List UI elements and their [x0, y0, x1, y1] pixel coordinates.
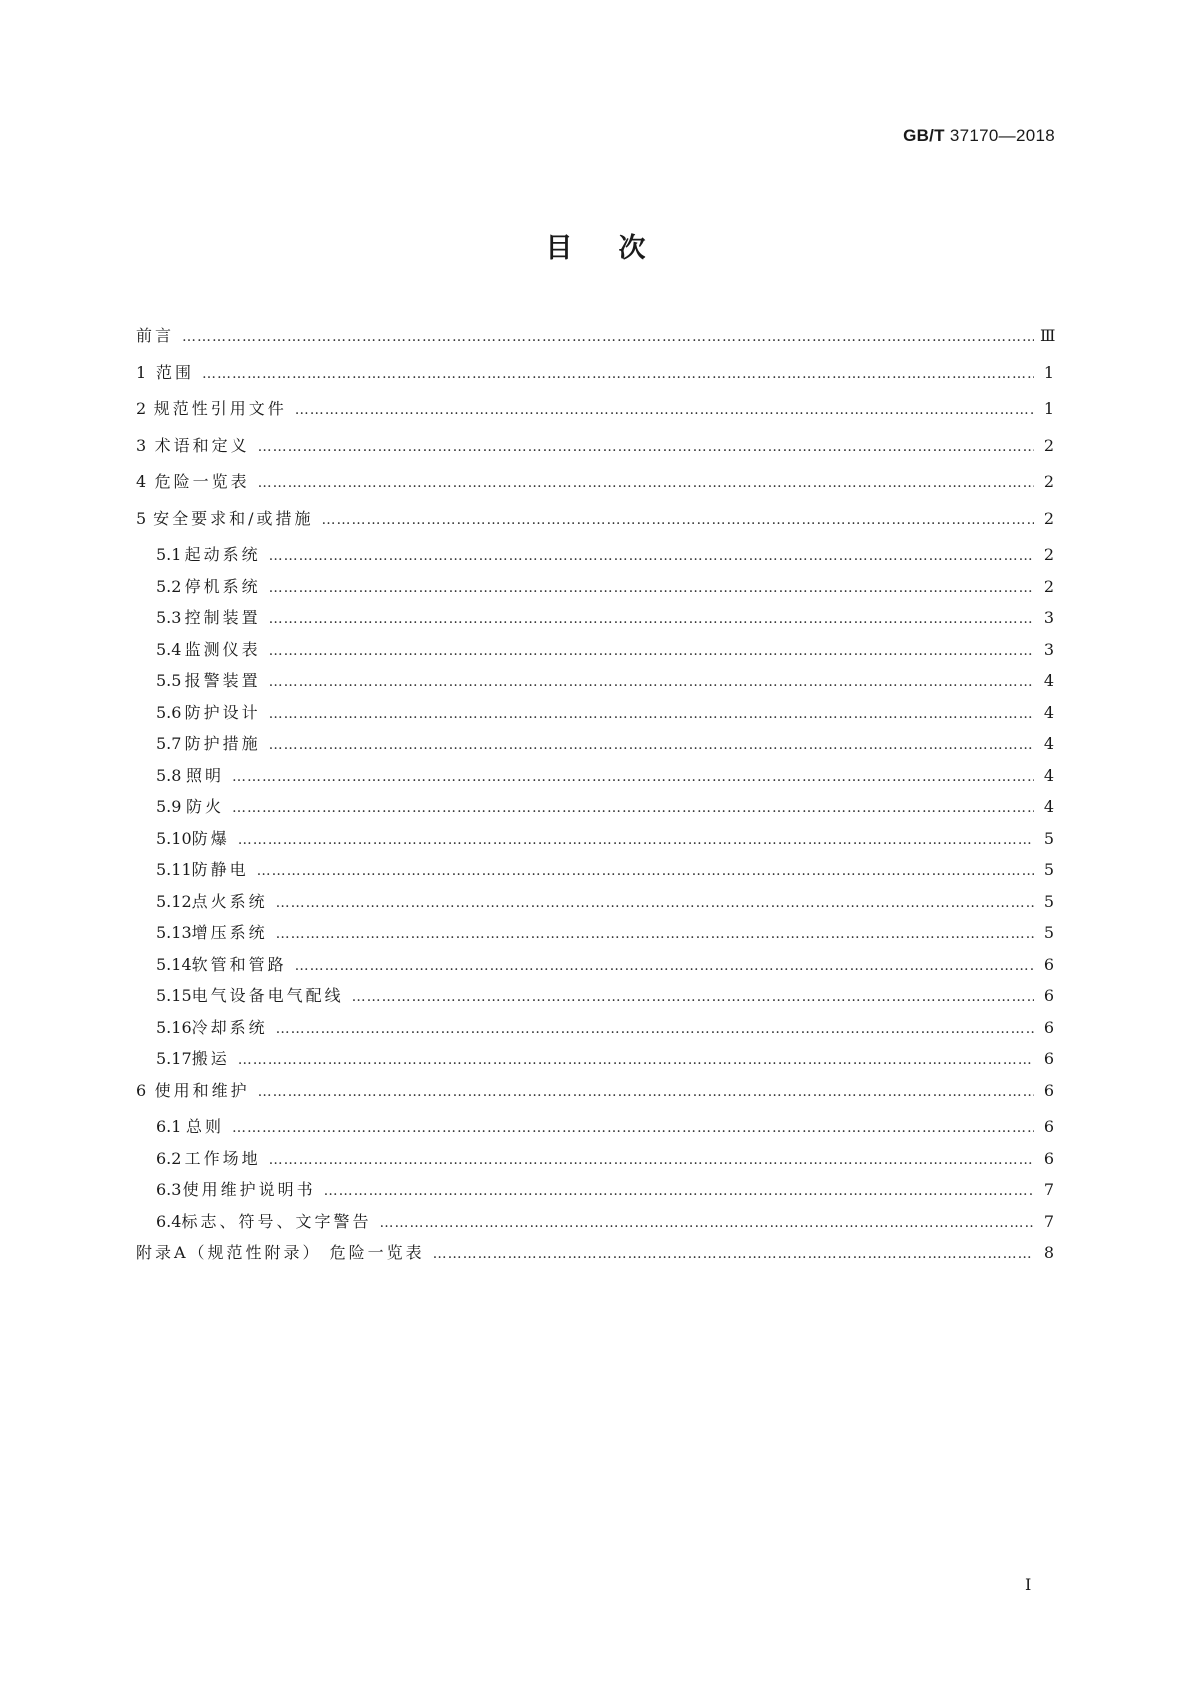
toc-entry-page: 2 — [1043, 545, 1054, 564]
toc-entry-number: 3 — [136, 435, 147, 455]
dot-leader — [324, 1181, 1034, 1201]
toc-entry-5-6[interactable] — [136, 703, 1054, 735]
toc-entry-label: 标志、符号、文字警告 — [181, 1211, 372, 1231]
toc-entry-page: 4 — [1043, 734, 1054, 753]
toc-entry-page: 5 — [1043, 923, 1054, 942]
standard-id: 37170—2018 — [949, 126, 1055, 145]
toc-entry-label: 防护措施 — [184, 734, 261, 753]
toc-entry-label: 控制装置 — [184, 608, 261, 627]
dot-leader — [258, 1082, 1034, 1102]
toc-entry-annex-a[interactable] — [136, 1243, 1054, 1280]
toc-entry-number: 6.1 — [156, 1117, 182, 1136]
toc-entry-page: 6 — [1043, 1017, 1054, 1037]
toc-entry-number: 1 — [136, 362, 147, 382]
dot-leader — [269, 1150, 1034, 1170]
toc-entry-5-8[interactable] — [136, 766, 1054, 798]
dot-leader — [232, 798, 1034, 818]
toc-entry-label: 冷却系统 — [191, 1017, 268, 1037]
toc-entry-safety-requirements[interactable] — [136, 509, 1054, 546]
toc-entry-number: 6.3 — [156, 1180, 182, 1199]
dot-leader — [379, 1213, 1034, 1233]
toc-entry-label: 停机系统 — [184, 576, 261, 596]
toc-entry-use-maintenance[interactable] — [136, 1081, 1054, 1118]
toc-entry-page: 6 — [1043, 1148, 1054, 1168]
toc-entry-number: 6.2 — [156, 1148, 182, 1168]
dot-leader — [276, 1019, 1034, 1039]
toc-entry-label: 使用和维护 — [154, 1080, 250, 1100]
toc-entry-label: 工作场地 — [184, 1148, 261, 1168]
toc-entry-page: 4 — [1043, 765, 1054, 785]
toc-entry-number: 2 — [136, 399, 147, 418]
toc-entry-page: 4 — [1043, 671, 1054, 690]
toc-entry-page: 8 — [1043, 1243, 1054, 1262]
toc-entry-5-2[interactable] — [136, 577, 1054, 609]
toc-entry-label: 电气设备电气配线 — [191, 986, 344, 1005]
dot-leader — [276, 924, 1034, 944]
dot-leader — [433, 1244, 1034, 1264]
toc-entry-number: 6.4 — [156, 1211, 182, 1231]
toc-entry-5-16[interactable] — [136, 1018, 1054, 1050]
toc-entry-5-5[interactable] — [136, 671, 1054, 703]
toc-entry-5-9[interactable] — [136, 797, 1054, 829]
toc-entry-label: 术语和定义 — [154, 435, 250, 455]
dot-leader — [295, 956, 1034, 976]
toc-entry-label: 安全要求和/或措施 — [153, 508, 314, 528]
toc-entry-scope[interactable] — [136, 363, 1054, 400]
toc-entry-label: 规范性引用文件 — [153, 399, 287, 418]
dot-leader — [257, 861, 1034, 881]
toc-entry-page: 5 — [1043, 860, 1054, 879]
toc-entry-label: 点火系统 — [191, 891, 268, 911]
page-title: 目次 — [545, 233, 692, 264]
toc-entry-number: 5.14 — [156, 954, 192, 974]
toc-entry-number: 5.11 — [156, 860, 192, 879]
dot-leader — [269, 672, 1034, 692]
toc-entry-page: 2 — [1043, 472, 1054, 491]
dot-leader — [276, 893, 1034, 913]
toc-entry-foreword[interactable] — [136, 326, 1054, 363]
toc-entry-page: 6 — [1043, 1117, 1054, 1136]
toc-entry-label: 使用维护说明书 — [182, 1180, 316, 1199]
toc-entry-label: 危险一览表 — [154, 472, 250, 491]
toc-entry-label: 报警装置 — [184, 671, 261, 690]
toc-entry-number: 6 — [136, 1080, 147, 1100]
dot-leader — [238, 830, 1034, 850]
toc-entry-page: 2 — [1043, 435, 1054, 455]
toc-entry-number: 5.8 — [156, 765, 182, 785]
toc-entry-page: 1 — [1043, 362, 1054, 382]
toc-entry-normative-references[interactable] — [136, 399, 1054, 436]
standard-number — [903, 126, 1055, 146]
toc-entry-page: 7 — [1043, 1211, 1054, 1231]
toc-entry-page: 3 — [1043, 608, 1054, 627]
toc-entry-number: 5.7 — [156, 734, 182, 753]
toc-entry-number: 5.10 — [156, 828, 192, 848]
toc-entry-label: 前言 — [136, 326, 175, 345]
toc-entry-label: 搬运 — [191, 1049, 230, 1068]
toc-entry-6-1[interactable] — [136, 1117, 1054, 1149]
toc-entry-label: 监测仪表 — [184, 639, 261, 659]
toc-entry-page: 5 — [1043, 891, 1054, 911]
toc-entry-number: 5.15 — [156, 986, 192, 1005]
dot-leader — [269, 641, 1034, 661]
dot-leader — [321, 510, 1034, 530]
toc-entry-number: 5.16 — [156, 1017, 192, 1037]
toc-entry-page: 6 — [1043, 1049, 1054, 1068]
toc-entry-5-13[interactable] — [136, 923, 1054, 955]
toc-entry-label: 软管和管路 — [191, 954, 287, 974]
dot-leader — [269, 609, 1034, 629]
toc-entry-6-2[interactable] — [136, 1149, 1054, 1181]
dot-leader — [269, 546, 1034, 566]
toc-entry-label: 附录A（规范性附录） 危险一览表 — [136, 1243, 425, 1262]
toc-entry-number: 5.5 — [156, 671, 182, 690]
toc-entry-number: 5.3 — [156, 608, 182, 627]
toc-entry-label: 增压系统 — [191, 923, 268, 942]
dot-leader — [258, 473, 1034, 493]
toc-entry-number: 5.13 — [156, 923, 192, 942]
toc-entry-number: 5.12 — [156, 891, 192, 911]
toc-entry-page: 3 — [1043, 639, 1054, 659]
toc-entry-5-4[interactable] — [136, 640, 1054, 672]
toc-entry-number: 5 — [136, 508, 147, 528]
dot-leader — [232, 1118, 1034, 1138]
toc-entry-hazard-list[interactable] — [136, 472, 1054, 509]
dot-leader — [269, 735, 1034, 755]
dot-leader — [269, 704, 1034, 724]
toc-entry-page: 6 — [1043, 1080, 1054, 1100]
dot-leader — [182, 327, 1034, 347]
toc-entry-page: 6 — [1043, 986, 1054, 1005]
toc-entry-page: 5 — [1043, 828, 1054, 848]
standard-prefix: GB/T — [903, 126, 945, 145]
toc-entry-number: 5.4 — [156, 639, 182, 659]
toc-entry-5-12[interactable] — [136, 892, 1054, 924]
toc-entry-label: 照明 — [186, 765, 225, 785]
table-of-contents — [136, 326, 1054, 1280]
toc-entry-number: 5.6 — [156, 702, 182, 722]
dot-leader — [238, 1050, 1034, 1070]
toc-entry-page: 6 — [1043, 954, 1054, 974]
dot-leader — [295, 400, 1034, 420]
dot-leader — [202, 364, 1034, 384]
toc-entry-page: 4 — [1043, 797, 1054, 816]
toc-entry-number: 4 — [136, 472, 147, 491]
toc-entry-page: 1 — [1043, 399, 1054, 418]
toc-entry-page: 2 — [1043, 576, 1054, 596]
dot-leader — [269, 578, 1034, 598]
toc-entry-label: 范围 — [155, 362, 194, 382]
toc-entry-page: 4 — [1043, 702, 1054, 722]
toc-entry-label: 总则 — [186, 1117, 225, 1136]
toc-entry-label: 起动系统 — [184, 545, 261, 564]
toc-entry-5-3[interactable] — [136, 608, 1054, 640]
toc-entry-6-3[interactable] — [136, 1180, 1054, 1212]
toc-entry-number: 5.2 — [156, 576, 182, 596]
dot-leader — [352, 987, 1034, 1007]
toc-entry-6-4[interactable] — [136, 1212, 1054, 1244]
page-number: I — [1025, 1575, 1032, 1594]
toc-entry-number: 5.17 — [156, 1049, 192, 1068]
dot-leader — [258, 437, 1034, 457]
toc-entry-number: 5.9 — [156, 797, 182, 816]
toc-entry-5-14[interactable] — [136, 955, 1054, 987]
toc-entry-label: 防爆 — [191, 828, 230, 848]
toc-entry-5-11[interactable] — [136, 860, 1054, 892]
toc-entry-page: 2 — [1043, 508, 1054, 528]
toc-entry-number: 5.1 — [156, 545, 182, 564]
toc-entry-5-17[interactable] — [136, 1049, 1054, 1081]
toc-entry-page: Ⅲ — [1040, 326, 1056, 345]
toc-entry-5-1[interactable] — [136, 545, 1054, 577]
toc-entry-terms[interactable] — [136, 436, 1054, 473]
toc-entry-5-10[interactable] — [136, 829, 1054, 861]
toc-entry-5-7[interactable] — [136, 734, 1054, 766]
dot-leader — [232, 767, 1034, 787]
toc-entry-label: 防火 — [186, 797, 225, 816]
toc-entry-5-15[interactable] — [136, 986, 1054, 1018]
toc-entry-page: 7 — [1043, 1180, 1054, 1199]
toc-entry-label: 防护设计 — [184, 702, 261, 722]
toc-entry-label: 防静电 — [191, 860, 249, 879]
